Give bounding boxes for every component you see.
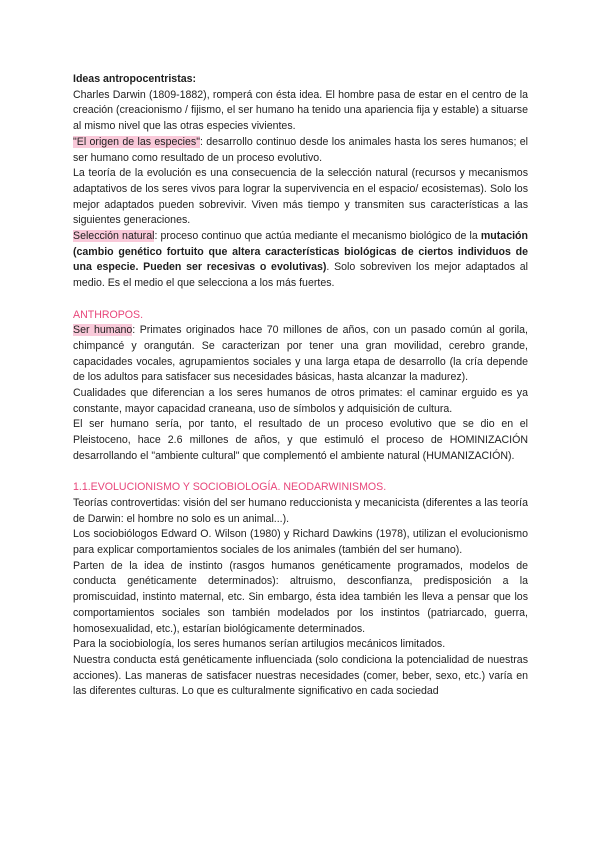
paragraph-darwin: Charles Darwin (1809-1882), romperá con ésta idea. El hombre pasa de estar en el centro de la creación (creacionismo / fijismo, el ser humano ha tenido una apariencia fija y estable) a situarse al mismo nivel que las otras especies vivientes. bbox=[73, 88, 528, 133]
paragraph-conducta: Nuestra conducta está genéticamente influenciada (solo condiciona la potencialidad de nuestras acciones). Las maneras de satisfacer nuestras necesidades (comer, beber, sexo, etc.) varía en las diferentes culturas. Lo que es culturalmente significativo en cada sociedad bbox=[73, 653, 528, 698]
paragraph-seleccion-bold: mutación (cambio genético fortuito que altera características biológicas de ciertos individuos de una especie. Pueden ser recesivas o evolutivas) bbox=[73, 230, 528, 274]
section-heading-ideas: Ideas antropocentristas: bbox=[73, 73, 197, 85]
paragraph-origen bbox=[73, 135, 528, 166]
paragraph-ser-humano bbox=[73, 323, 528, 386]
paragraph-seleccion bbox=[73, 229, 528, 292]
section-heading-anthropos: ANTHROPOS. bbox=[73, 308, 144, 321]
section-heading-evolucionismo: 1.1.EVOLUCIONISMO Y SOCIOBIOLOGÍA. NEODARWINISMOS. bbox=[73, 481, 387, 494]
document-page bbox=[73, 72, 528, 700]
highlight-seleccion: Selección natural bbox=[73, 230, 155, 243]
paragraph-teoria: La teoría de la evolución es una consecuencia de la selección natural (recursos y mecanismos adaptativos de los seres vivos para lograr la supervivencia en el espacio/ ecosistemas). Solo los mejor adaptados pueden sobrevivir. Viven más tiempo y transmiten sus características a las siguientes generaciones. bbox=[73, 167, 528, 227]
paragraph-artilugios: Para la sociobiología, los seres humanos serían artilugios mecánicos limitados. bbox=[73, 638, 446, 651]
paragraph-instinto: Parten de la idea de instinto (rasgos humanos genéticamente programados, modelos de conducta genéticamente determinados): altruismo, desconfianza, predisposición a la promiscuidad, instinto maternal, etc. Sin embargo, ésta idea también les lleva a pensar que los comportamientos sociales son también modelados por los instintos (patriarcado, guerra, homosexualidad, etc.), estarían biológicamente determinados. bbox=[73, 559, 528, 635]
spacer bbox=[73, 465, 528, 481]
paragraph-teorias: Teorías controvertidas: visión del ser humano reduccionista y mecanicista (diferentes a las teoría de Darwin: el hombre no solo es un animal...). bbox=[73, 496, 528, 525]
paragraph-seleccion-text-a: : proceso continuo que actúa mediante el mecanismo biológico de la bbox=[154, 230, 481, 243]
highlight-ser-humano: Ser humano bbox=[73, 324, 133, 337]
paragraph-seleccion-text-b: . Solo sobreviven los mejor adaptados al medio. Es el medio el que selecciona a los más fuertes. bbox=[73, 261, 528, 290]
paragraph-sociobiologos: Los sociobiólogos Edward O. Wilson (1980) y Richard Dawkins (1978), utilizan el evolucionismo para explicar comportamientos sociales de los animales (también del ser humano). bbox=[73, 528, 528, 557]
paragraph-cualidades: Cualidades que diferencian a los seres humanos de otros primates: el caminar erguido es ya constante, mayor capacidad craneana, uso de símbolos y adquisición de cultura. bbox=[73, 387, 528, 415]
paragraph-ser-humano-text: : Primates originados hace 70 millones de años, con un pasado común al gorila, chimpancé y orangután. Se caracterizan por tener una gran movilidad, cerebro grande, capacidades vocales, agrupamientos sociales y una larga etapa de desarrollo (la cría depende de los adultos para satisfacer sus necesidades básicas, hasta alcanzar la madurez). bbox=[73, 324, 528, 384]
paragraph-pleistoceno: El ser humano sería, por tanto, el resultado de un proceso evolutivo que se dio en el Pleistoceno, hace 2.6 millones de años, y que estimuló el proceso de HOMINIZACIÓN desarrollando el "ambiente cultural" que complementó el ambiente natural (HUMANIZACIÓN). bbox=[73, 418, 528, 462]
highlight-origen: "El origen de las especies" bbox=[73, 135, 200, 148]
paragraph-origen-text: : desarrollo continuo desde los animales hasta los seres humanos; el ser humano como resultado de un proceso evolutivo. bbox=[73, 135, 528, 164]
spacer bbox=[73, 292, 528, 308]
